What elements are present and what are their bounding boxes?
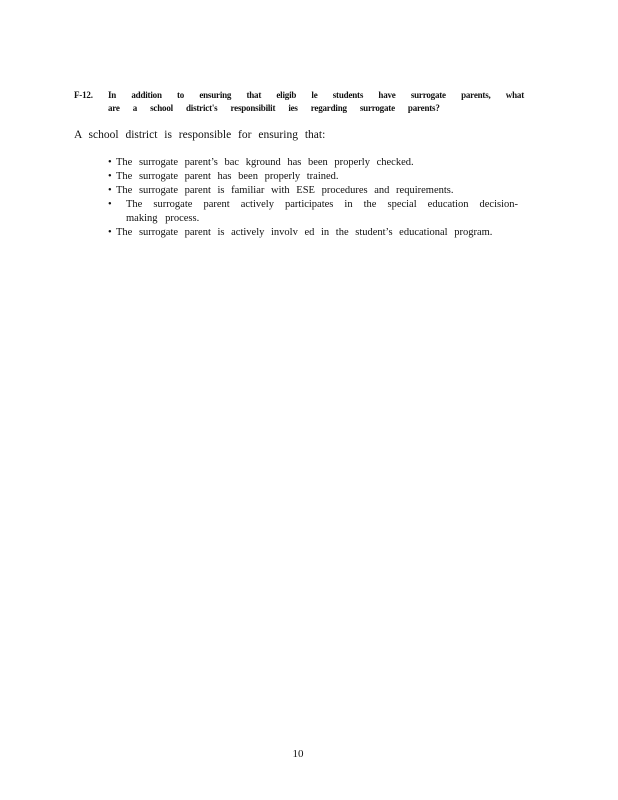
list-item-text: The surrogate parent is actively involv ed in the student’s educational program. xyxy=(116,227,493,238)
list-item xyxy=(108,198,518,226)
list-item xyxy=(108,226,518,240)
list-item xyxy=(108,184,518,198)
responsibility-list xyxy=(108,156,518,240)
bullet-icon: • xyxy=(108,157,112,168)
bullet-icon: • xyxy=(108,199,112,210)
bullet-icon: • xyxy=(108,227,112,238)
question-text: In addition to ensuring that eligib le students have surrogate parents, what are a school district's responsibilit ies regarding surrogate parents? xyxy=(108,90,524,113)
list-item-text: The surrogate parent actively participates in the special education decision-making process. xyxy=(126,199,518,224)
list-item xyxy=(108,156,518,170)
page-number: 10 xyxy=(292,748,304,760)
list-item-text: The surrogate parent’s bac kground has been properly checked. xyxy=(116,157,414,168)
question-number: F-12. xyxy=(74,90,93,100)
list-item-text: The surrogate parent has been properly trained. xyxy=(116,171,339,182)
bullet-icon: • xyxy=(108,171,112,182)
bullet-icon: • xyxy=(108,185,112,196)
intro-paragraph: A school district is responsible for ensuring that: xyxy=(74,129,326,141)
list-item-text: The surrogate parent is familiar with ESE procedures and requirements. xyxy=(116,185,454,196)
list-item xyxy=(108,170,518,184)
